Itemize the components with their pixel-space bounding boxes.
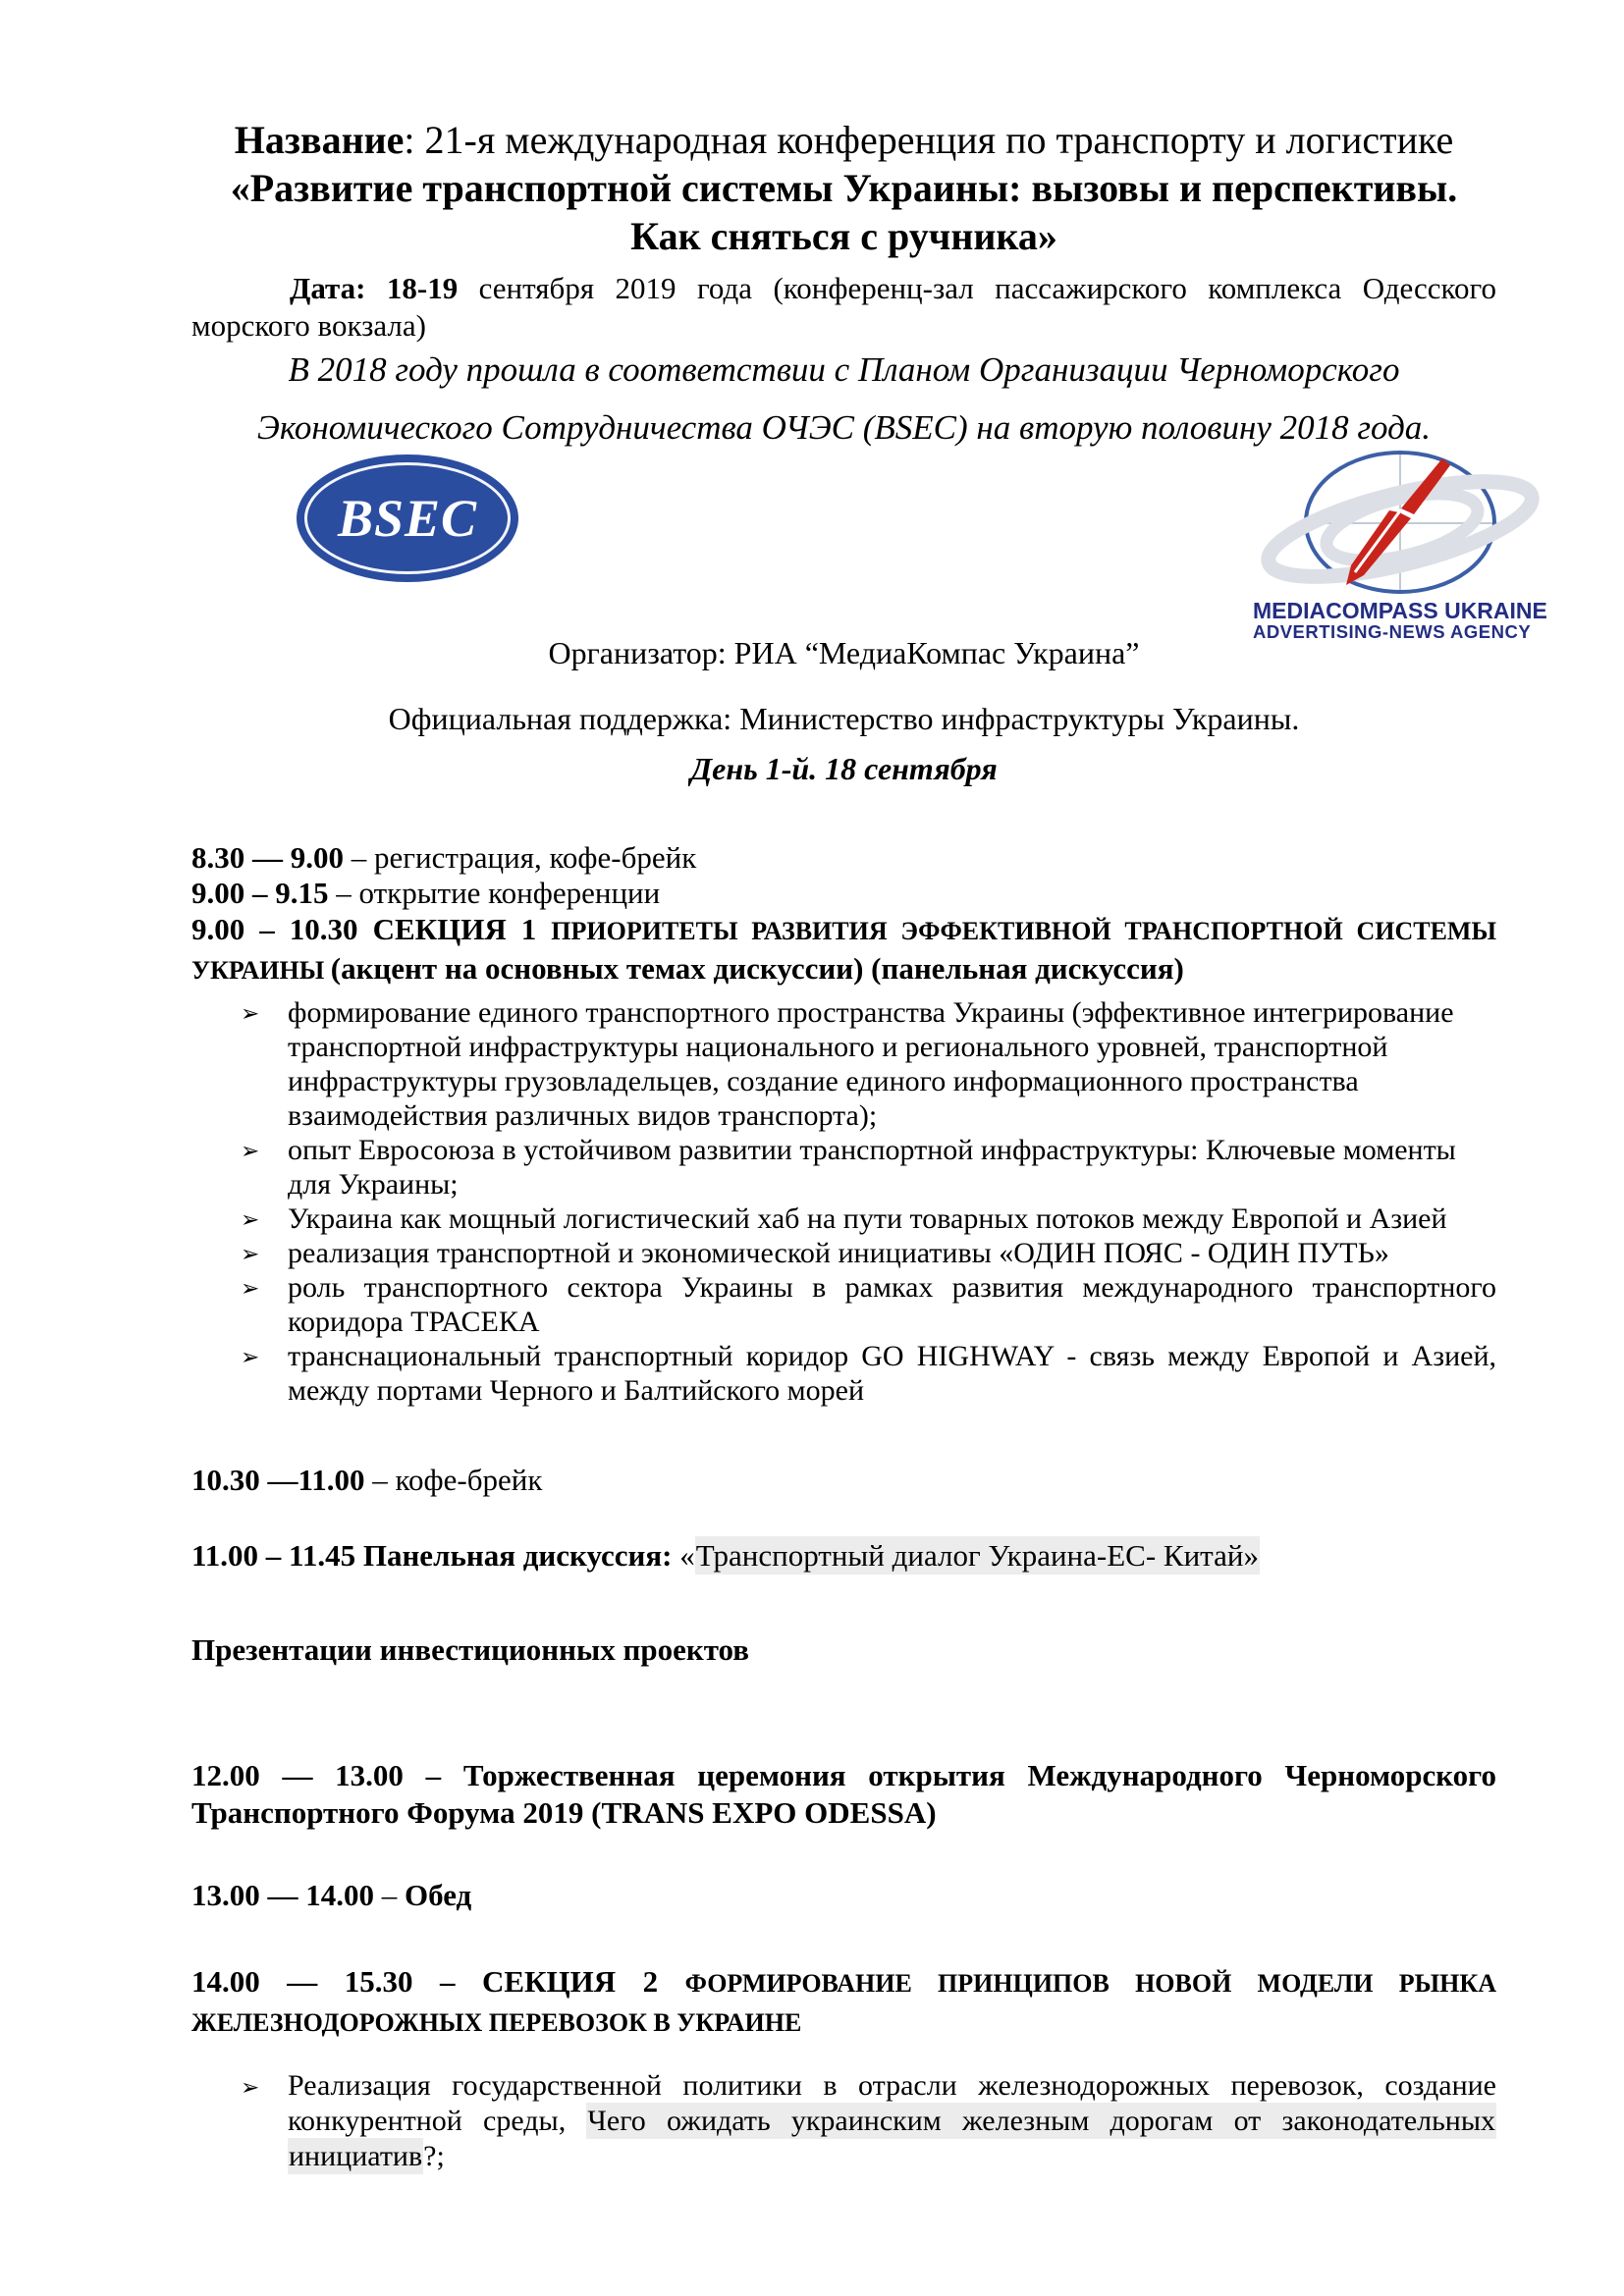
bullet-item [241,1339,1496,1408]
arrow-bullet-icon: ➢ [241,1001,260,1027]
coffee-time: 10.30 —11.00 [191,1463,365,1497]
lunch-time: 13.00 — 14.00 [191,1878,374,1912]
panel-lead: 11.00 – 11.45 Панельная дискуссия: [191,1538,680,1573]
bsec-logo-ring [304,462,511,574]
panel-open-quote: « [679,1538,695,1573]
section2-bullet-list [191,2068,1496,2174]
arrow-bullet-icon: ➢ [241,1345,260,1370]
doc-title [191,116,1496,164]
bullet-text: Украина как мощный логистический хаб на пути товарных потоков между Европой и Азией [288,1202,1447,1235]
opening-text: – открытие конференции [328,876,661,910]
section1-tail: (акцент на основных темах дискуссии) (панельная дискуссия) [330,951,1184,986]
bullet-item [241,1201,1496,1236]
section2-heading [191,1963,1496,2042]
coffee-text: – кофе-брейк [364,1463,543,1497]
lunch-label: Обед [405,1878,472,1912]
bullet-text: реализация транспортной и экономической инициативы «ОДИН ПОЯС - ОДИН ПУТЬ» [288,1237,1389,1269]
bullet-text: транснациональный транспортный коридор GO HIGHWAY - связь между Европой и Азией, между портами Черного и Балтийского морей [288,1340,1496,1407]
bullet-text-tail: ?; [423,2140,445,2172]
opening-time: 9.00 – 9.15 [191,876,329,910]
lunch-sep: – [374,1878,405,1912]
logos-row [191,456,1547,642]
bullet-text-plain: Реализация государственной политики в отрасли железнодорожных перевозок, создание конкурентной среды, [288,2069,1496,2137]
bullet-item [241,1133,1496,1201]
mediacompass-subtitle: ADVERTISING-NEWS AGENCY [1253,621,1532,642]
ceremony-line: 12.00 — 13.00 – Торжественная церемония открытия Международного Черноморского Транспортного Форума 2019 (TRANS EXPO ODESSA) [191,1758,1496,1830]
bullet-text: роль транспортного сектора Украины в рамках развития международного транспортного коридора ТРАСЕКА [288,1271,1496,1338]
compass-graphic-icon [1253,449,1543,594]
bullet-text: опыт Евросоюза в устойчивом развитии транспортной инфраструктуры: Ключевые моменты для Украины; [288,1134,1456,1201]
section2-lead: 14.00 — 15.30 – СЕКЦИЯ 2 [191,1964,685,1999]
coffee-break-line [191,1463,1496,1498]
bsec-logo [297,454,518,582]
panel-discussion-line [191,1538,1496,1574]
bullet-item [241,1236,1496,1270]
bullet-item [241,995,1496,1133]
section1-lead: 9.00 – 10.30 СЕКЦИЯ 1 [191,912,552,946]
bullet-item [241,1270,1496,1339]
registration-time: 8.30 — 9.00 [191,840,344,875]
arrow-bullet-icon: ➢ [241,1207,260,1233]
date-rest: сентября 2019 года (конференц-зал пассажирского комплекса Одесского морского вокзала) [191,271,1496,343]
section1-caps: ПРИОРИТЕТЫ РАЗВИТИЯ ЭФФЕКТИВНОЙ ТРАНСПОРТНОЙ СИСТЕМЫ УКРАИНЫ [191,917,1496,985]
arrow-bullet-icon: ➢ [241,2075,260,2101]
title-name-label: Название [234,118,405,162]
lunch-line [191,1878,1496,1913]
date-label: Дата: 18-19 [290,271,459,305]
day-heading: День 1-й. 18 сентября [690,751,998,786]
registration-text: – регистрация, кофе-брейк [344,840,697,875]
bullet-text-highlighted: Чего ожидать украинским железным дорогам от законодательных инициатив [289,2105,1495,2172]
bullet-item [241,2068,1496,2174]
panel-topic-highlighted: Транспортный диалог Украина-ЕС- Китай» [695,1538,1259,1573]
bullet-text: формирование единого транспортного пространства Украины (эффективное интегрирование транспортной инфраструктуры национального и регионального уровней, транспортной инфраструктуры грузовладельцев, создание единого информационного пространства взаимодействия различных видов транспорта); [288,996,1454,1132]
schedule-opening [191,876,1496,911]
official-support-line: Официальная поддержка: Министерство инфраструктуры Украины. [388,701,1300,736]
schedule-registration [191,840,1496,876]
section2-caps: ФОРМИРОВАНИЕ ПРИНЦИПОВ НОВОЙ МОДЕЛИ РЫНКА ЖЕЛЕЗНОДОРОЖНЫХ ПЕРЕВОЗОК В УКРАИНЕ [191,1969,1496,2037]
section1-bullet-list [191,995,1496,1408]
arrow-bullet-icon: ➢ [241,1242,260,1267]
mediacompass-logo [1253,449,1547,642]
presentations-heading: Презентации инвестиционных проектов [191,1632,749,1667]
mediacompass-title: MEDIACOMPASS UKRAINE [1253,598,1547,623]
title-name-rest: : 21-я международная конференция по транспорту и логистике [404,118,1454,162]
bsec-note: В 2018 году прошла в соответствии с Планом Организации Черноморского Экономического Сотрудничества ОЧЭС (BSEC) на вторую половину 2018 года. [256,350,1432,447]
arrow-bullet-icon: ➢ [241,1139,260,1164]
section1-heading [191,911,1496,989]
organizer-line: Организатор: РИА “МедиаКомпас Украина” [548,635,1140,670]
conference-name: «Развитие транспортной системы Украины: вызовы и перспективы. Как сняться с ручника» [230,166,1458,258]
date-paragraph [191,270,1496,345]
arrow-bullet-icon: ➢ [241,1276,260,1302]
bsec-logo-text: BSEC [337,489,478,548]
